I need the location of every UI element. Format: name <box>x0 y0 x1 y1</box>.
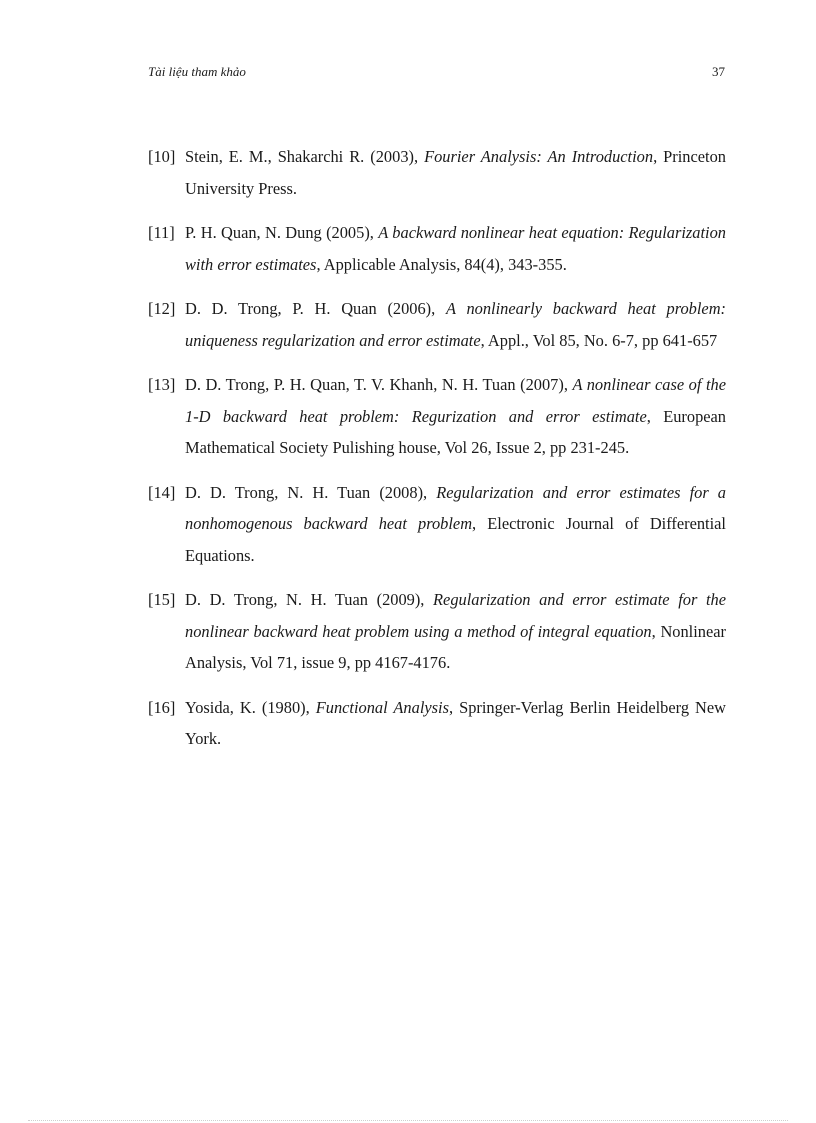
reference-item <box>148 692 726 755</box>
reference-publication: , Springer-Verlag Berlin Heidelberg New York. <box>185 697 726 748</box>
reference-authors: D. D. Trong, N. H. Tuan (2009), <box>185 590 425 609</box>
reference-publication: , Electronic Journal of Differential Equations. <box>185 514 726 565</box>
reference-authors: D. D. Trong, P. H. Quan (2006), <box>185 299 436 318</box>
reference-item <box>148 584 726 679</box>
reference-number: [12] <box>148 299 176 318</box>
reference-number: [11] <box>148 223 175 242</box>
reference-title: A nonlinear case of the 1-D backward heat problem: Regurization and error estimate <box>185 375 726 426</box>
running-header <box>148 64 725 84</box>
reference-item <box>148 293 726 356</box>
reference-authors: Stein, E. M., Shakarchi R. (2003), <box>185 147 419 166</box>
chapter-title: Tài liệu tham khảo <box>148 64 246 79</box>
reference-item <box>148 141 726 204</box>
page-bottom-divider <box>28 1120 788 1121</box>
reference-publication: , Princeton University Press. <box>185 147 726 198</box>
reference-authors: D. D. Trong, P. H. Quan, T. V. Khanh, N. H. Tuan (2007), <box>185 375 568 394</box>
reference-publication: , Appl., Vol 85, No. 6-7, pp 641-657 <box>480 330 718 350</box>
reference-publication: , European Mathematical Society Pulishing house, Vol 26, Issue 2, pp 231-245. <box>185 406 727 457</box>
reference-list <box>148 141 726 768</box>
reference-authors: P. H. Quan, N. Dung (2005), <box>185 223 374 242</box>
reference-number: [10] <box>148 147 176 166</box>
reference-publication: , Applicable Analysis, 84(4), 343-355. <box>316 254 567 274</box>
reference-title: Regularization and error estimate for the nonlinear backward heat problem using a method of integral equation <box>185 590 726 641</box>
reference-authors: Yosida, K. (1980), <box>185 697 310 717</box>
reference-item <box>148 369 726 464</box>
page-number: 37 <box>712 64 725 79</box>
reference-item <box>148 217 726 280</box>
reference-authors: D. D. Trong, N. H. Tuan (2008), <box>185 482 428 502</box>
reference-title: Regularization and error estimates for a nonhomogenous backward heat problem <box>185 482 726 533</box>
reference-title: A nonlinearly backward heat problem: uniqueness regularization and error estimate <box>185 299 726 350</box>
reference-number: [15] <box>148 590 176 609</box>
reference-number: [14] <box>148 482 176 502</box>
reference-title: A backward nonlinear heat equation: Regularization with error estimates <box>185 223 726 274</box>
reference-publication: , Nonlinear Analysis, Vol 71, issue 9, pp 4167-4176. <box>185 621 726 672</box>
reference-number: [13] <box>148 375 176 394</box>
reference-number: [16] <box>148 697 176 717</box>
reference-title: Functional Analysis <box>315 697 449 717</box>
reference-item <box>148 477 726 572</box>
reference-title: Fourier Analysis: An Introduction <box>424 147 654 166</box>
